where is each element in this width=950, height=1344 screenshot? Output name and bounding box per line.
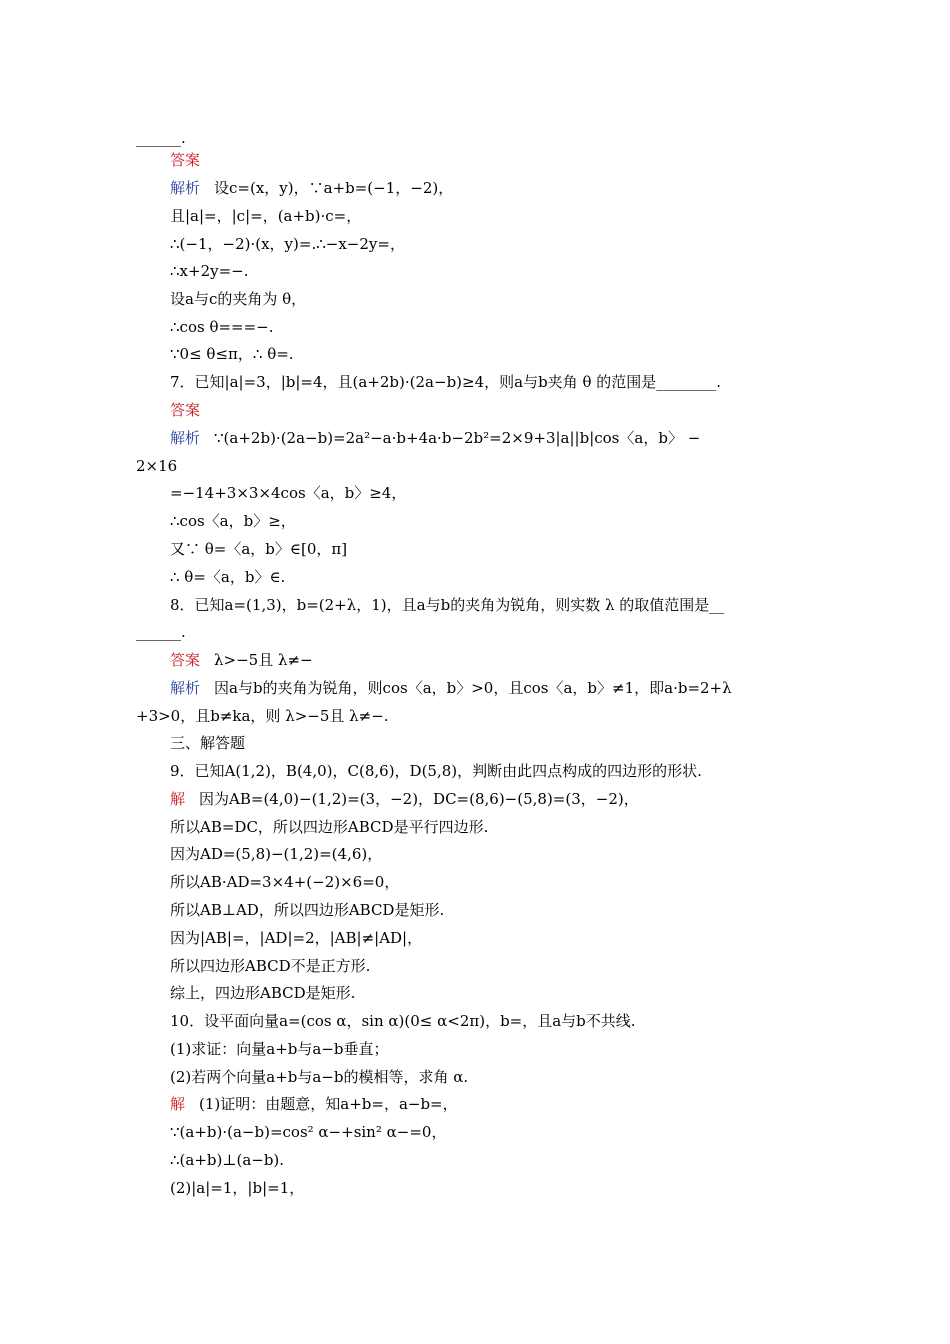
text-line-38: ∴(a+b)⊥(a−b).: [170, 1151, 285, 1169]
text-line-32: 综上，四边形ABCD是矩形.: [170, 984, 356, 1002]
text-line-13: 2×16: [136, 457, 178, 475]
text-line-6: ∴x+2y=−.: [170, 262, 249, 280]
text-line-33: 10．设平面向量a=(cos α，sin α)(0≤ α<2π)，b=，且a与b不共线.: [170, 1012, 636, 1030]
solution-label: 解: [170, 790, 186, 808]
answer-label: 答案: [170, 651, 201, 669]
text-line-31: 所以四边形ABCD不是正方形.: [170, 957, 371, 975]
text-line-34: (1)求证：向量a+b与a−b垂直；: [170, 1040, 389, 1058]
text-line-16: 又∵ θ=〈a，b〉∈[0，π]: [170, 540, 348, 558]
text-line-11: [170, 399, 214, 421]
text-line-9: ∵0≤ θ≤π，∴ θ=.: [170, 345, 294, 363]
text-line-37: ∵(a+b)·(a−b)=cos² α−+sin² α−=0，: [170, 1123, 447, 1141]
text-line-35: (2)若两个向量a+b与a−b的模相等，求角 α.: [170, 1068, 469, 1086]
section-heading: 三、解答题: [170, 734, 246, 752]
text-line-1: ______.: [136, 129, 186, 147]
text-line-28: 所以AB·AD=3×4+(−2)×6=0，: [170, 873, 400, 891]
text-line-19: ______.: [136, 623, 186, 641]
analysis-label: 解析: [170, 429, 201, 447]
text-line-14: =−14+3×3×4cos〈a，b〉≥4，: [170, 484, 407, 502]
text-line-20: 答案 λ>−5且 λ≠−: [170, 651, 313, 669]
answer-label: 答案: [170, 151, 201, 169]
text-line-3: 解析 设c=(x，y)，∵a+b=(−1，−2)，: [170, 179, 454, 197]
text-line-29: 所以AB⊥AD，所以四边形ABCD是矩形.: [170, 901, 445, 919]
text-line-21: 解析 因a与b的夹角为锐角，则cos〈a，b〉>0，且cos〈a，b〉≠1，即a·b=2+λ: [170, 679, 732, 697]
text-line-22: +3>0，且b≠ka，则 λ>−5且 λ≠−.: [136, 707, 389, 725]
text-line-39: (2)|a|=1，|b|=1，: [170, 1179, 305, 1197]
solution-label: 解: [170, 1095, 186, 1113]
text-line-15: ∴cos〈a，b〉≥，: [170, 512, 296, 530]
text-line-4: 且|a|=，|c|=，(a+b)·c=，: [170, 207, 362, 225]
text-line-27: 因为AD=(5,8)−(1,2)=(4,6)，: [170, 845, 383, 863]
text-line-18: 8．已知a=(1,3)，b=(2+λ，1)，且a与b的夹角为锐角，则实数 λ 的取值范围是__: [170, 596, 725, 614]
text-line-17: ∴ θ=〈a，b〉∈.: [170, 568, 286, 586]
analysis-label: 解析: [170, 179, 201, 197]
text-line-2: [170, 149, 214, 171]
text-line-10: 7．已知|a|=3，|b|=4，且(a+2b)·(2a−b)≥4，则a与b夹角 θ 的范围是________.: [170, 373, 722, 391]
text-line-30: 因为|AB|=，|AD|=2，|AB|≠|AD|，: [170, 929, 423, 947]
text-line-25: 解 因为AB=(4,0)−(1,2)=(3，−2)，DC=(8,6)−(5,8)=(3，−2)，: [170, 790, 639, 808]
text-line-26: 所以AB=DC，所以四边形ABCD是平行四边形.: [170, 818, 489, 836]
text-line-7: 设a与c的夹角为 θ，: [170, 290, 307, 308]
text-line-12: 解析 ∵(a+2b)·(2a−b)=2a²−a·b+4a·b−2b²=2×9+3|a||b|cos〈a，b〉 −: [170, 429, 701, 447]
text-line-5: ∴(−1，−2)·(x，y)=.∴−x−2y=，: [170, 235, 405, 253]
analysis-label: 解析: [170, 679, 201, 697]
answer-label: 答案: [170, 401, 201, 419]
text-line-8: ∴cos θ===−.: [170, 318, 274, 336]
text-line-24: 9．已知A(1,2)，B(4,0)，C(8,6)，D(5,8)，判断由此四点构成的四边形的形状.: [170, 762, 702, 780]
text-line-36: 解 (1)证明：由题意，知a+b=，a−b=，: [170, 1095, 458, 1113]
